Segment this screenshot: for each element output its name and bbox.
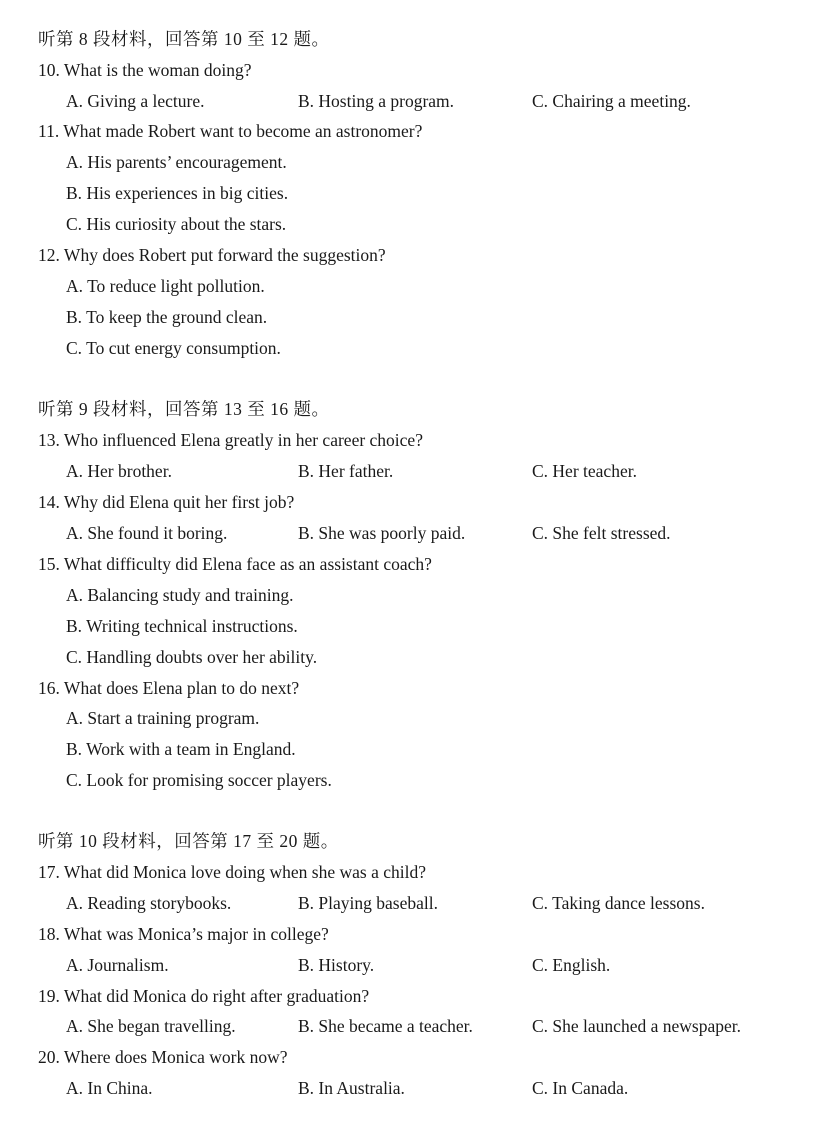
- question-stem: 17. What did Monica love doing when she was a child?: [38, 862, 426, 882]
- question-stem: 12. Why does Robert put forward the suggestion?: [38, 245, 386, 265]
- option-b: B. In Australia.: [298, 1078, 405, 1098]
- option-a: A. Start a training program.: [66, 708, 260, 728]
- option-c: C. To cut energy consumption.: [66, 338, 281, 358]
- option-c: C. English.: [532, 955, 611, 975]
- option-c: C. She launched a newspaper.: [532, 1016, 741, 1036]
- option-a: A. Journalism.: [66, 955, 169, 975]
- option-a: A. Her brother.: [66, 461, 172, 481]
- option-b: B. To keep the ground clean.: [66, 307, 268, 327]
- question-stem: 16. What does Elena plan to do next?: [38, 678, 300, 698]
- section-header: 听第 10 段材料，回答第 17 至 20 题。: [38, 831, 339, 851]
- option-b: B. She was poorly paid.: [298, 523, 466, 543]
- option-c: C. Handling doubts over her ability.: [66, 647, 318, 667]
- question-stem: 11. What made Robert want to become an astronomer?: [38, 121, 423, 141]
- question-stem: 14. Why did Elena quit her first job?: [38, 492, 295, 512]
- option-b: B. History.: [298, 955, 375, 975]
- option-a: A. She began travelling.: [66, 1016, 236, 1036]
- option-b: B. Playing baseball.: [298, 893, 438, 913]
- question-stem: 10. What is the woman doing?: [38, 60, 252, 80]
- option-b: B. His experiences in big cities.: [66, 183, 289, 203]
- question-stem: 20. Where does Monica work now?: [38, 1047, 288, 1067]
- option-a: A. Giving a lecture.: [66, 91, 205, 111]
- option-c: C. Look for promising soccer players.: [66, 770, 332, 790]
- option-c: C. Taking dance lessons.: [532, 893, 705, 913]
- option-a: A. His parents’ encouragement.: [66, 152, 287, 172]
- option-a: A. She found it boring.: [66, 523, 228, 543]
- option-b: B. Work with a team in England.: [66, 739, 296, 759]
- question-stem: 18. What was Monica’s major in college?: [38, 924, 329, 944]
- option-b: B. Writing technical instructions.: [66, 616, 298, 636]
- option-a: A. Reading storybooks.: [66, 893, 232, 913]
- question-stem: 19. What did Monica do right after graduation?: [38, 986, 370, 1006]
- option-c: C. Chairing a meeting.: [532, 91, 691, 111]
- option-c: C. In Canada.: [532, 1078, 629, 1098]
- option-a: A. In China.: [66, 1078, 153, 1098]
- option-a: A. To reduce light pollution.: [66, 276, 265, 296]
- section-header: 听第 8 段材料，回答第 10 至 12 题。: [38, 29, 330, 49]
- section-header: 听第 9 段材料，回答第 13 至 16 题。: [38, 399, 330, 419]
- question-stem: 13. Who influenced Elena greatly in her career choice?: [38, 430, 423, 450]
- option-c: C. His curiosity about the stars.: [66, 214, 287, 234]
- option-b: B. Hosting a program.: [298, 91, 455, 111]
- option-b: B. Her father.: [298, 461, 394, 481]
- option-c: C. Her teacher.: [532, 461, 637, 481]
- option-b: B. She became a teacher.: [298, 1016, 473, 1036]
- question-stem: 15. What difficulty did Elena face as an assistant coach?: [38, 554, 432, 574]
- option-c: C. She felt stressed.: [532, 523, 671, 543]
- option-a: A. Balancing study and training.: [66, 585, 294, 605]
